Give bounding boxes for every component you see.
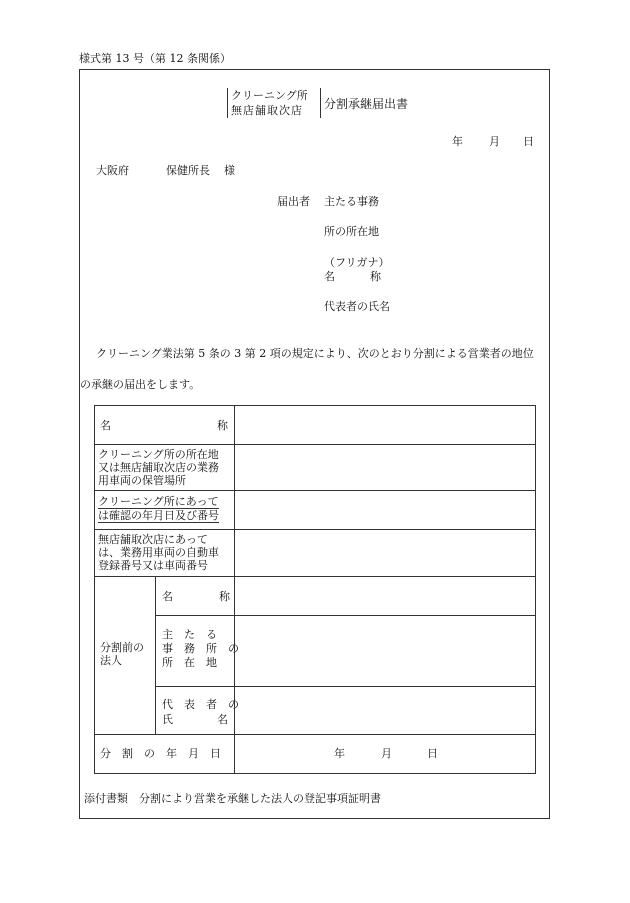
form-number: 様式第 13 号（第 12 条関係） <box>79 52 231 65</box>
split-date-month: 月 <box>381 747 392 760</box>
title-line-1: クリーニング所 <box>231 89 308 102</box>
label-line: クリーニング所にあって <box>98 495 219 508</box>
document-title: 分割承継届出書 <box>324 97 409 111</box>
label-line: 事 務 所 の <box>162 642 239 655</box>
label-part: 名 <box>162 590 173 603</box>
label-part: 称 <box>219 590 230 603</box>
label-line: 登録番号又は車両番号 <box>98 559 208 572</box>
applicant-furigana: （フリガナ） <box>324 256 390 269</box>
table-vehicle-label <box>98 533 219 572</box>
label-part: 名 <box>100 419 111 432</box>
label-part: 称 <box>217 419 228 432</box>
label-line: 用車両の保管場所 <box>98 474 186 487</box>
label-line: は、業務用車両の自動車 <box>98 546 219 559</box>
label-line: は確認の年月日及び番号 <box>98 509 219 522</box>
table-name-label <box>100 419 228 432</box>
table-pre-split-corp-label <box>100 641 144 667</box>
applicant-name-b: 称 <box>370 270 381 283</box>
label-line: 法人 <box>100 654 122 667</box>
row-divider <box>155 686 536 687</box>
addressee-prefecture: 大阪府 <box>96 164 129 177</box>
label-line: 氏 名 <box>162 713 228 726</box>
title-line-2: 無店舗取次店 <box>231 104 303 117</box>
row-divider <box>94 576 536 577</box>
label-line: 又は無店舗取次店の業務 <box>98 461 219 474</box>
table-sub-rep-label <box>162 697 239 727</box>
column-divider <box>155 576 156 734</box>
label-line: 主 た る <box>162 628 217 641</box>
table-sub-office-label <box>162 628 239 670</box>
row-divider <box>155 615 536 616</box>
table-sub-name-label <box>162 590 230 603</box>
row-divider <box>94 529 536 530</box>
addressee-office: 保健所長 <box>166 164 210 177</box>
table-confirmation-label <box>98 495 219 523</box>
date-month: 月 <box>489 135 500 148</box>
title-bracket-text <box>231 88 308 118</box>
addressee-honorific: 様 <box>224 164 235 177</box>
body-text-line1: クリーニング業法第 5 条の 3 第 2 項の規定により、次のとおり分割による営業者の地位 <box>96 347 534 360</box>
row-divider <box>94 734 536 735</box>
row-divider <box>94 490 536 491</box>
row-divider <box>94 444 536 445</box>
applicant-label: 届出者 <box>277 195 310 208</box>
label-line: クリーニング所の所在地 <box>98 448 219 461</box>
applicant-name-a: 名 <box>324 270 335 283</box>
applicant-representative: 代表者の氏名 <box>324 300 390 313</box>
split-date-day: 日 <box>427 747 438 760</box>
applicant-address-line2: 所の所在地 <box>324 225 379 238</box>
label-line: 無店舗取次店にあって <box>98 533 208 546</box>
attachments-note: 添付書類 分割により営業を承継した法人の登記事項証明書 <box>84 792 381 805</box>
table-location-label <box>98 448 219 487</box>
body-text-line2: の承継の届出をします。 <box>80 378 201 391</box>
table-split-date-label: 分 割 の 年 月 日 <box>100 747 221 760</box>
date-day: 日 <box>523 135 534 148</box>
label-line: 分割前の <box>100 641 144 654</box>
split-date-year: 年 <box>334 747 345 760</box>
label-line: 代 表 者 の <box>162 698 239 711</box>
date-year: 年 <box>452 135 463 148</box>
label-line: 所 在 地 <box>162 656 217 669</box>
applicant-address-line1: 主たる事務 <box>324 195 379 208</box>
